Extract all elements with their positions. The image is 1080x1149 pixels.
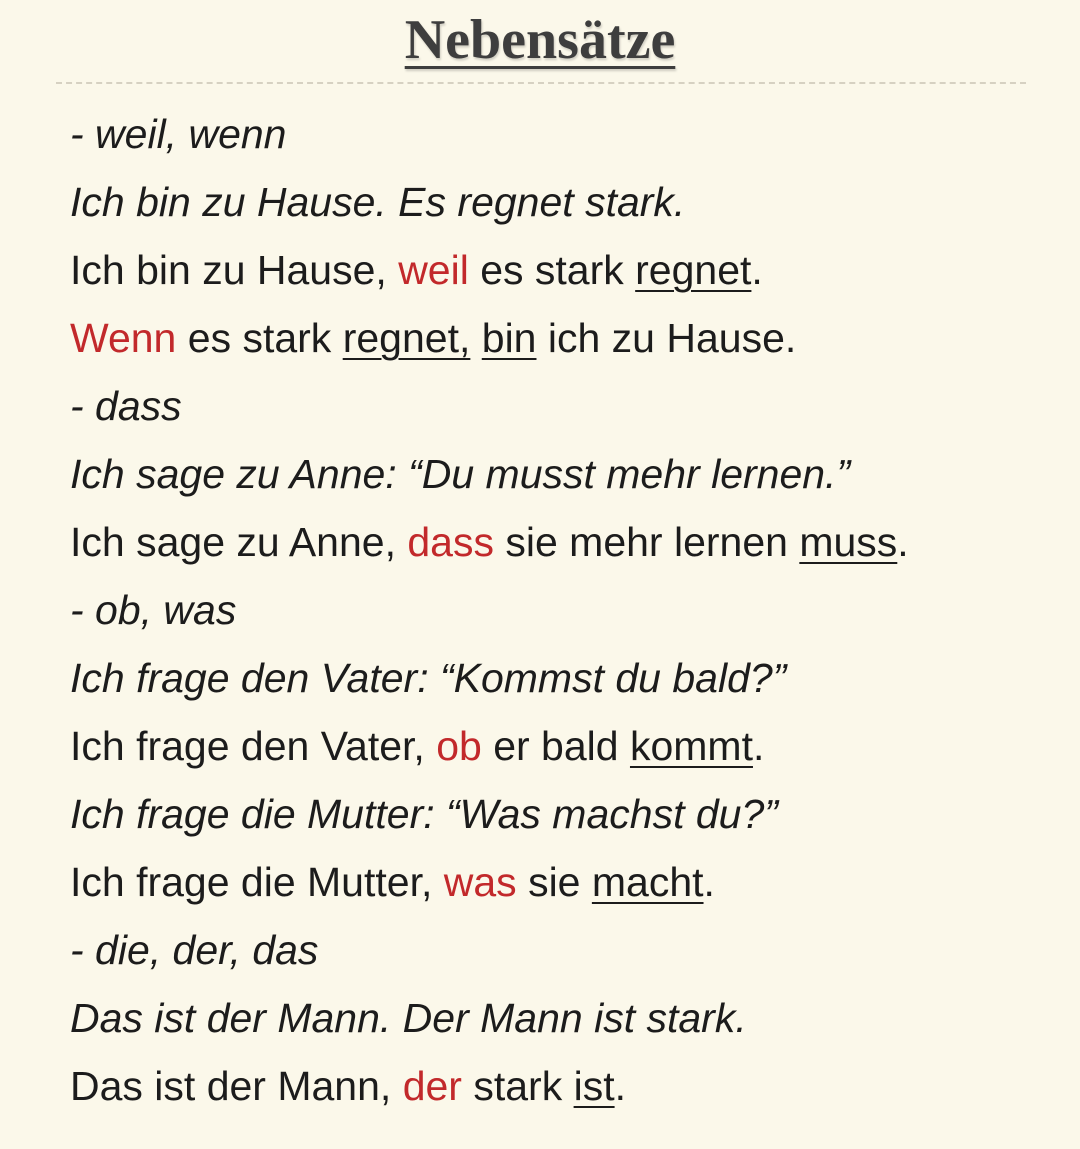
conjunction-highlight: dass — [407, 519, 494, 565]
sentence-segment: . — [614, 1063, 626, 1109]
sentence-segment: sie — [516, 859, 592, 905]
sentence-segment: . — [751, 247, 763, 293]
subordinate-clause-line — [70, 712, 1060, 780]
sentence-segment: Ich sage zu Anne, — [70, 519, 408, 565]
example-line — [70, 984, 1060, 1052]
sentence-segment: Das ist der Mann. Der Mann ist stark. — [70, 995, 747, 1041]
sentence-segment: - weil, wenn — [70, 111, 287, 157]
example-line — [70, 100, 1060, 168]
example-line — [70, 916, 1060, 984]
sentence-segment: Ich frage die Mutter: “Was machst du?” — [70, 791, 778, 837]
subordinate-clause-line — [70, 1052, 1060, 1120]
sentence-segment: - die, der, das — [70, 927, 319, 973]
sentence-list — [70, 100, 1060, 1120]
example-line — [70, 372, 1060, 440]
verb-underline: macht — [591, 859, 704, 905]
sentence-segment: Ich bin zu Hause, — [70, 247, 399, 293]
title-divider — [56, 82, 1026, 84]
subordinate-clause-line — [70, 304, 1060, 372]
sentence-segment: . — [752, 723, 765, 769]
example-line — [70, 780, 1060, 848]
sentence-segment: Ich sage zu Anne: “Du musst mehr lernen.” — [70, 451, 851, 497]
sentence-segment: er bald — [481, 723, 630, 769]
conjunction-highlight: ob — [436, 723, 482, 769]
example-line — [70, 168, 1060, 236]
sentence-segment: Ich frage die Mutter, — [70, 859, 444, 905]
conjunction-highlight: was — [443, 859, 517, 905]
verb-underline: bin — [481, 315, 537, 361]
subordinate-clause-line — [70, 236, 1060, 304]
conjunction-highlight: der — [402, 1063, 462, 1109]
conjunction-highlight: Wenn — [70, 315, 177, 361]
sentence-segment: es stark — [176, 315, 343, 361]
sentence-segment: . — [897, 519, 909, 565]
example-line — [70, 576, 1060, 644]
sentence-segment: stark — [461, 1063, 574, 1109]
sentence-segment: Ich frage den Vater: “Kommst du bald?” — [70, 655, 787, 701]
sentence-segment: ich zu Hause. — [536, 315, 797, 361]
verb-underline: muss — [799, 519, 898, 565]
example-line — [70, 644, 1060, 712]
verb-underline: kommt — [629, 723, 753, 769]
subordinate-clause-line — [70, 508, 1060, 576]
sentence-segment: es stark — [468, 247, 636, 293]
conjunction-highlight: weil — [398, 247, 469, 293]
verb-underline: regnet, — [342, 315, 471, 361]
sentence-segment: Ich bin zu Hause. Es regnet stark. — [70, 179, 686, 225]
subordinate-clause-line — [70, 848, 1060, 916]
sentence-segment: sie mehr lernen — [493, 519, 800, 565]
sentence-segment: - ob, was — [70, 587, 237, 633]
sentence-segment: Das ist der Mann, — [70, 1063, 403, 1109]
verb-underline: regnet — [635, 247, 752, 293]
sentence-segment: Ich frage den Vater, — [70, 723, 437, 769]
sentence-segment: - dass — [70, 383, 182, 429]
example-line — [70, 440, 1060, 508]
sentence-segment — [470, 315, 481, 361]
sentence-segment: . — [703, 859, 715, 905]
verb-underline: ist — [573, 1063, 615, 1109]
page-title: Nebensätze — [404, 9, 676, 71]
